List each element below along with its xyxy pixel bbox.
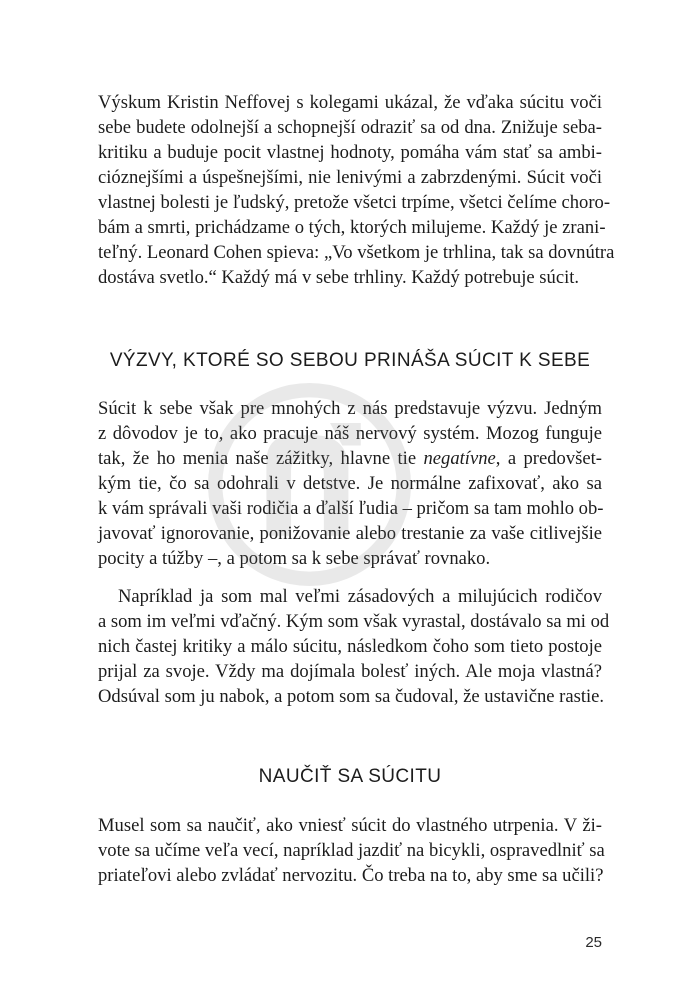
page-number: 25 (585, 934, 602, 951)
paragraph-line: sebe budete odolnejší a schopnejší odraziť sa od dna. Znižuje seba- (98, 117, 602, 138)
paragraph-line: cióznejšími a úspešnejšími, nie lenivými a zabrzdenými. Súcit voči (98, 167, 602, 188)
paragraph-line: vote sa učíme veľa vecí, napríklad jazdiť na bicykli, ospravedlniť sa (98, 840, 605, 861)
paragraph-line: teľný. Leonard Cohen spieva: „Vo všetkom je trhlina, tak sa dovnútra (98, 242, 615, 263)
paragraph-line: bám a smrti, prichádzame o tých, ktorých milujeme. Každý je zrani- (98, 217, 606, 238)
emphasized-word: negatívne (423, 448, 496, 469)
paragraph-parents (98, 585, 610, 710)
paragraph-line: pocity a túžby –, a potom sa k sebe správať rovnako. (98, 548, 491, 569)
paragraph-challenge (98, 397, 602, 572)
paragraph-line: a som im veľmi vďačný. Kým som však vyrastal, dostávalo sa mi od (98, 611, 610, 632)
paragraph-line: dostáva svetlo.“ Každý má v sebe trhliny. Každý potrebuje súcit. (98, 267, 580, 288)
paragraph-line: Musel som sa naučiť, ako vniesť súcit do vlastného utrpenia. V ži- (98, 815, 602, 836)
paragraph-line: javovať ignorovanie, ponižovanie alebo trestanie za vaše citlivejšie (98, 523, 602, 544)
paragraph-line-with-emphasis (98, 447, 602, 471)
paragraph-line: Výskum Kristin Neffovej s kolegami ukázal, že vďaka súcitu voči (98, 92, 602, 113)
paragraph-line: priateľovi alebo zvládať nervozitu. Čo treba na to, aby sme sa učili? (98, 865, 604, 886)
paragraph-line: Odsúval som ju nabok, a potom som sa čudoval, že ustavične rastie. (98, 686, 605, 707)
paragraph-line: kým tie, čo sa odohrali v detstve. Je normálne zafixovať, ako sa (98, 473, 602, 494)
paragraph-line: Napríklad ja som mal veľmi zásadových a milujúcich rodičov (118, 586, 602, 607)
paragraph-line: kritiku a buduje pocit vlastnej hodnoty, pomáha vám stať sa ambi- (98, 142, 602, 163)
section-heading-challenges: VÝZVY, KTORÉ SO SEBOU PRINÁŠA SÚCIT K SEBE (109, 350, 591, 371)
paragraph-line: vlastnej bolesti je ľudský, pretože všetci trpíme, všetci čelíme choro- (98, 192, 611, 213)
line-start: tak, že ho menia naše zážitky, hlavne tie (98, 448, 424, 469)
line-end: , a predovšet- (495, 448, 602, 469)
paragraph-line: Súcit k sebe však pre mnohých z nás predstavuje výzvu. Jedným (98, 398, 602, 419)
paragraph-line: k vám správali vaši rodičia a ďalší ľudia – pričom sa tam mohlo ob- (98, 498, 604, 519)
paragraph-line: z dôvodov je to, ako pracuje náš nervový systém. Mozog funguje (98, 423, 602, 444)
paragraph-line: prijal za svoje. Vždy ma dojímala bolesť iných. Ale moja vlastná? (98, 661, 602, 682)
paragraph-learning (98, 814, 605, 889)
paragraph-neff-research (98, 91, 615, 288)
section-heading-learning: NAUČIŤ SA SÚCITU (258, 766, 442, 787)
paragraph-line: nich častej kritiky a málo súcitu, následkom čoho som tieto postoje (98, 636, 602, 657)
